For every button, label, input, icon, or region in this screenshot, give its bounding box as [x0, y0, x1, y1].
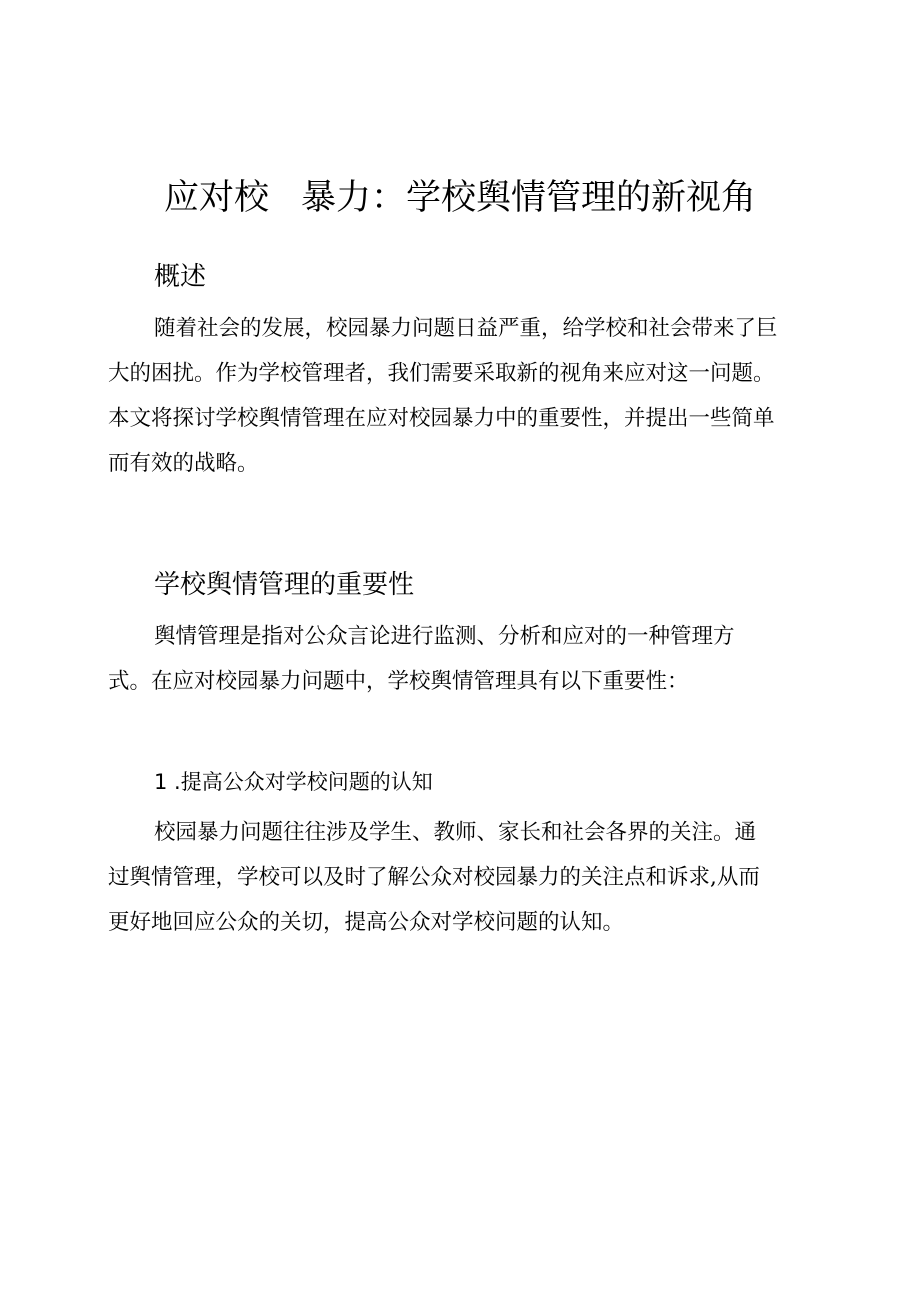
paragraph-line: 过舆情管理，学校可以及时了解公众对校园暴力的关注点和诉求,从而 [108, 865, 760, 890]
section-paragraph-overview [108, 306, 828, 486]
document-title [0, 172, 920, 224]
paragraph-line: 式。在应对校园暴力问题中，学校舆情管理具有以下重要性： [108, 669, 689, 694]
paragraph-line: 校园暴力问题往往涉及学生、教师、家长和社会各界的关注。通 [154, 820, 757, 845]
title-part-2: 暴力：学校舆情管理的新视角 [301, 178, 757, 218]
section-heading-overview: 概述 [154, 262, 207, 292]
paragraph-line: 本文将探讨学校舆情管理在应对校园暴力中的重要性，并提出一些简单 [108, 406, 775, 431]
title-part-1: 应对校 [163, 178, 269, 218]
paragraph-line: 舆情管理是指对公众言论进行监测、分析和应对的一种管理方 [154, 624, 735, 649]
paragraph-line: 更好地回应公众的关切，提高公众对学校问题的认知。 [108, 910, 625, 935]
section-paragraph-awareness [108, 810, 828, 945]
section-heading-importance: 学校舆情管理的重要性 [154, 570, 415, 600]
section-paragraph-importance [108, 614, 828, 704]
paragraph-line: 随着社会的发展，校园暴力问题日益严重，给学校和社会带来了巨 [154, 316, 778, 341]
paragraph-line: 大的困扰。作为学校管理者，我们需要采取新的视角来应对这一问题。 [108, 361, 775, 386]
section-heading-awareness: 1 .提高公众对学校问题的认知 [154, 770, 433, 794]
paragraph-line: 而有效的战略。 [108, 451, 259, 476]
